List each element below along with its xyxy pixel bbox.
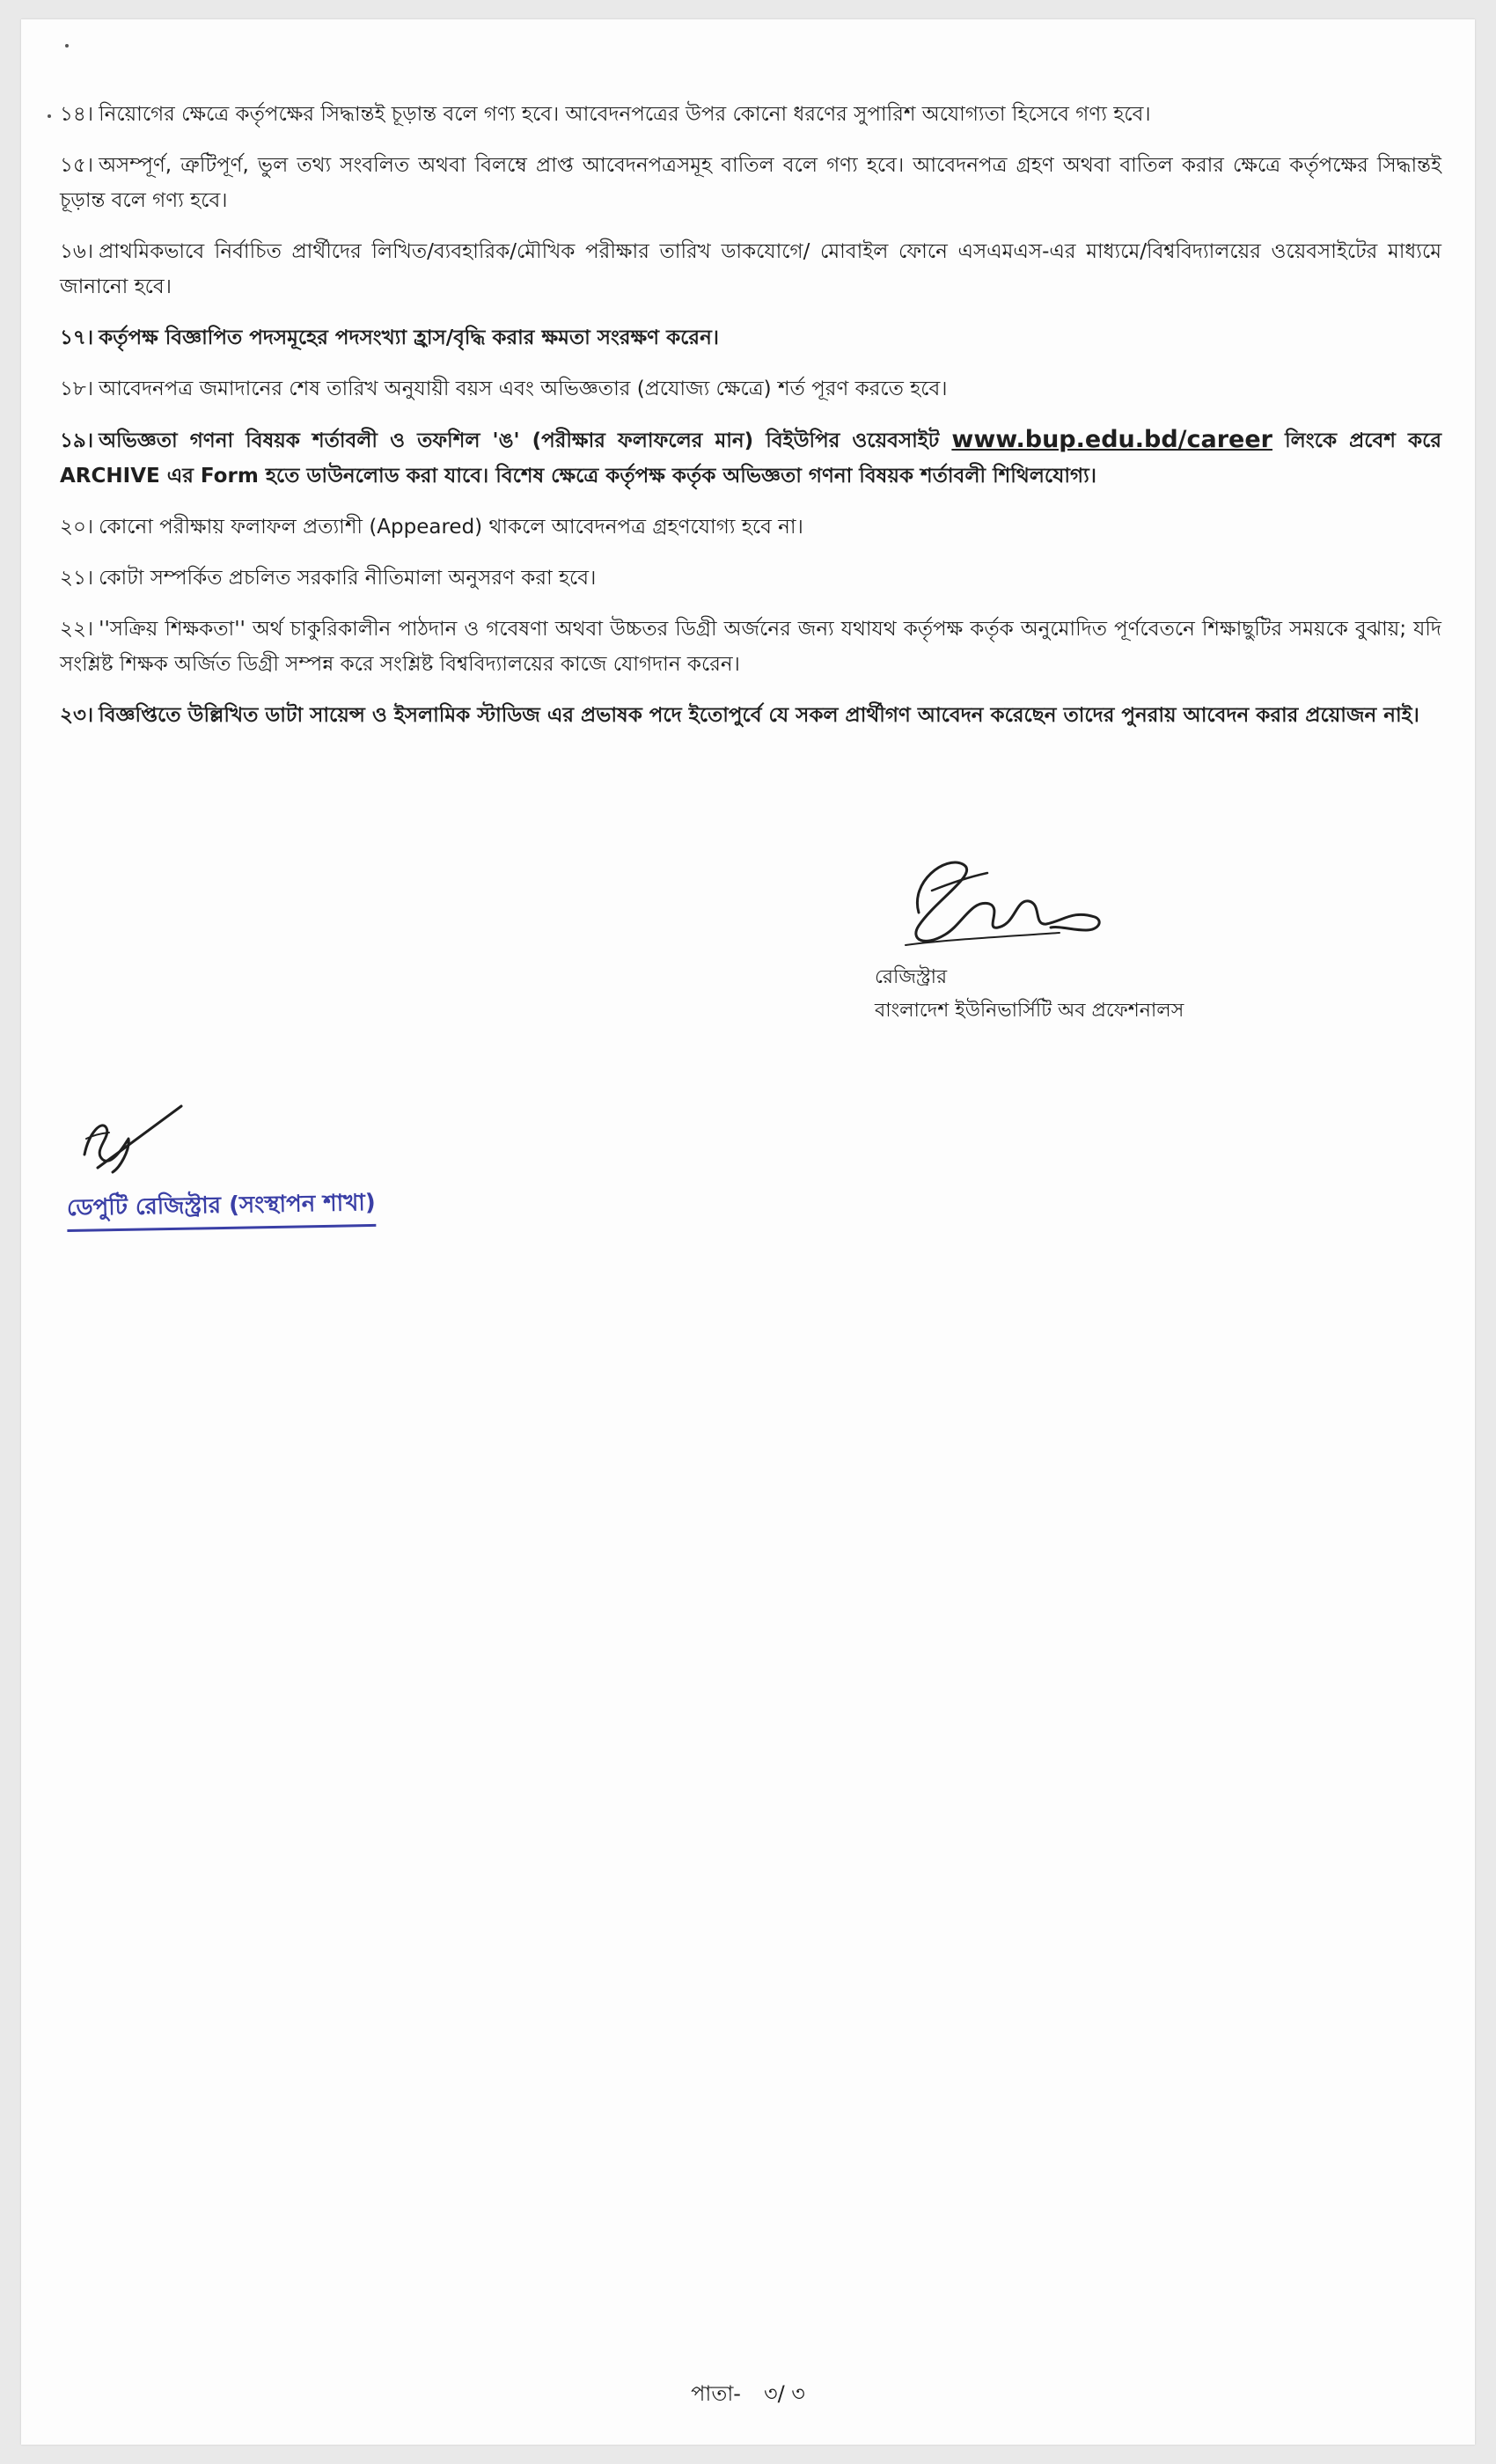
clause-text: প্রাথমিকভাবে নির্বাচিত প্রার্থীদের লিখিত/ব্যবহারিক/মৌখিক পরীক্ষার তারিখ ডাকযোগে/ মোবাইল ফোনে এসএমএস-এর মাধ্যমে/বিশ্ববিদ্যালয়ের ওয়েবসাইটের মাধ্যমে জানানো হবে। xyxy=(60,240,1441,298)
clause-text: নিয়োগের ক্ষেত্রে কর্তৃপক্ষের সিদ্ধান্তই চূড়ান্ত বলে গণ্য হবে। আবেদনপত্রের উপর কোনো ধরণের সুপারিশ অযোগ্যতা হিসেবে গণ্য হবে। xyxy=(99,103,1151,126)
clause-21 xyxy=(60,561,1441,596)
clause-text: কর্তৃপক্ষ বিজ্ঞাপিত পদসমূহের পদসংখ্যা হ্রাস/বৃদ্ধি করার ক্ষমতা সংরক্ষণ করেন। xyxy=(99,326,720,349)
signer-title: রেজিস্ট্রার xyxy=(875,966,948,988)
document-page xyxy=(21,19,1475,2445)
signer-organization: বাংলাদেশ ইউনিভার্সিটি অব প্রফেশনালস xyxy=(875,1000,1184,1022)
page-count: ৩/ ৩ xyxy=(763,2381,805,2406)
clause-number: ১৮। xyxy=(60,378,94,400)
clause-text-part: এর xyxy=(166,465,194,488)
clause-text: আবেদনপত্র জমাদানের শেষ তারিখ অনুযায়ী বয়স এবং অভিজ্ঞতার (প্রযোজ্য ক্ষেত্রে) শর্ত পূরণ করতে হবে। xyxy=(99,378,948,400)
clause-text-part: হতে ডাউনলোড করা যাবে। বিশেষ ক্ষেত্রে কর্তৃপক্ষ কর্তৃক অভিজ্ঞতা গণনা বিষয়ক শর্তাবলী শিথিলযোগ্য। xyxy=(265,465,1096,488)
clause-number: ১৯। xyxy=(60,429,94,452)
form-term: Form xyxy=(200,465,259,488)
registrar-signature xyxy=(884,829,1112,961)
clause-18 xyxy=(60,371,1441,407)
clause-number: ১৫। xyxy=(60,154,94,177)
clause-14 xyxy=(60,97,1441,132)
clause-text-part: অভিজ্ঞতা গণনা বিষয়ক শর্তাবলী ও তফশিল 'ঙ' (পরীক্ষার ফলাফলের মান) বিইউপির ওয়েবসাইট xyxy=(99,429,940,452)
page-number xyxy=(21,2378,1475,2413)
clause-15 xyxy=(60,148,1441,218)
clause-20 xyxy=(60,510,1441,545)
archive-term: ARCHIVE xyxy=(60,465,160,488)
deputy-initial-signature xyxy=(67,1084,225,1181)
clause-number: ২০। xyxy=(60,516,94,539)
clause-text: কোটা সম্পর্কিত প্রচলিত সরকারি নীতিমালা অনুসরণ করা হবে। xyxy=(99,567,597,590)
scan-speck xyxy=(65,44,69,48)
deputy-registrar-block xyxy=(67,1084,524,1229)
clause-text: বিজ্ঞপ্তিতে উল্লিখিত ডাটা সায়েন্স ও ইসলামিক স্টাডিজ এর প্রভাষক পদে ইতোপুর্বে যে সকল প্রার্থীগণ আবেদন করেছেন তাদের পুনরায় আবেদন করার প্রয়োজন নাই। xyxy=(99,704,1419,727)
clause-number: ২২। xyxy=(60,618,94,641)
clause-text: ''সক্রিয় শিক্ষকতা'' অর্থ চাকুরিকালীন পাঠদান ও গবেষণা অথবা উচ্চতর ডিগ্রী অর্জনের জন্য যথাযথ কর্তৃপক্ষ কর্তৃক অনুমোদিত পূর্ণবেতনে শিক্ষাছুটির সময়কে বুঝায়; যদি সংশ্লিষ্ট শিক্ষক অর্জিত ডিগ্রী সম্পন্ন করে সংশ্লিষ্ট বিশ্ববিদ্যালয়ের কাজে যোগদান করেন। xyxy=(60,618,1441,676)
clause-text: কোনো পরীক্ষায় ফলাফল প্রত্যাশী (Appeared) থাকলে আবেদনপত্র গ্রহণযোগ্য হবে না। xyxy=(99,516,803,539)
clause-text-part: লিংকে প্রবেশ করে xyxy=(1285,429,1441,452)
deputy-registrar-stamp: ডেপুটি রেজিস্ট্রার (সংস্থাপন শাখা) xyxy=(67,1185,377,1232)
career-website-link[interactable]: www.bup.edu.bd/career xyxy=(951,426,1272,453)
scan-speck xyxy=(48,114,51,118)
clause-number: ২৩। xyxy=(60,704,94,727)
page-label: পাতা- xyxy=(691,2381,741,2406)
clause-number: ১৬। xyxy=(60,240,94,263)
clause-16 xyxy=(60,234,1441,304)
clause-number: ১৭। xyxy=(60,326,94,349)
clause-number: ২১। xyxy=(60,567,94,590)
clause-number: ১৪। xyxy=(60,103,94,126)
clause-list xyxy=(60,97,1441,749)
clause-17 xyxy=(60,320,1441,356)
clause-text: অসম্পূর্ণ, ত্রুটিপূর্ণ, ভুল তথ্য সংবলিত অথবা বিলম্বে প্রাপ্ত আবেদনপত্রসমূহ বাতিল বলে গণ্য হবে। আবেদনপত্র গ্রহণ অথবা বাতিল করার ক্ষেত্রে কর্তৃপক্ষের সিদ্ধান্তই চূড়ান্ত বলে গণ্য হবে। xyxy=(60,154,1441,212)
registrar-signature-block xyxy=(875,829,1332,1028)
clause-19 xyxy=(60,422,1441,494)
clause-22 xyxy=(60,612,1441,682)
clause-23 xyxy=(60,698,1441,733)
